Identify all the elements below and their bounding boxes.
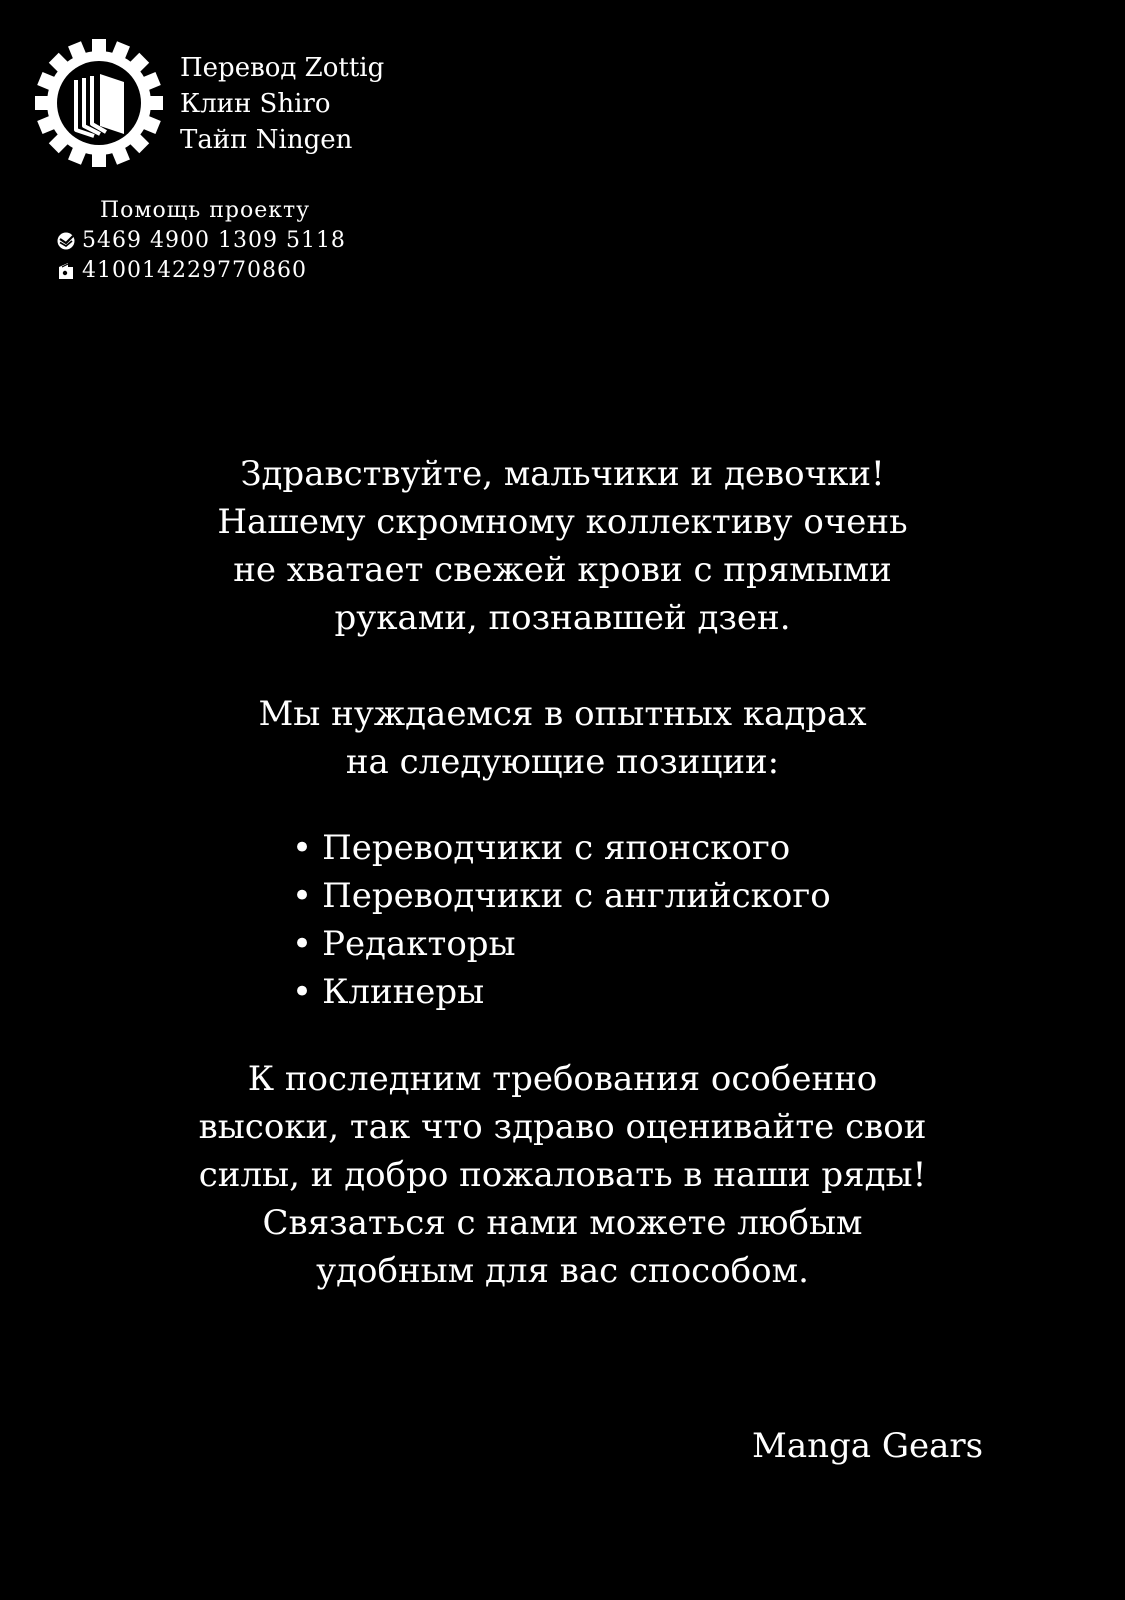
greeting-paragraph	[0, 450, 1125, 642]
text-line: на следующие позиции:	[345, 742, 780, 782]
text-line: удобным для вас способом.	[316, 1251, 809, 1291]
sberbank-icon	[56, 231, 76, 251]
text-line: высоки, так что здраво оценивайте свои	[198, 1107, 927, 1147]
credit-type: Тайп Ningen	[180, 125, 353, 155]
gear-book-logo-icon	[34, 38, 164, 168]
donate-block	[56, 196, 346, 286]
text-line: руками, познавшей дзен.	[334, 598, 791, 638]
list-item: • Переводчики с японского	[292, 824, 831, 872]
text-line: К последним требования особенно	[247, 1059, 878, 1099]
list-item: • Переводчики с английского	[292, 872, 831, 920]
credits	[180, 50, 384, 158]
card-row	[56, 226, 346, 256]
text-line: не хватает свежей крови с прямыми	[233, 550, 892, 590]
text-line: Связаться с нами можете любым	[262, 1203, 863, 1243]
positions-intro-paragraph	[0, 690, 1125, 786]
wallet-number: 410014229770860	[82, 258, 307, 283]
text-line: Мы нуждаемся в опытных кадрах	[258, 694, 867, 734]
wallet-row	[56, 256, 346, 286]
donate-title: Помощь проекту	[100, 198, 311, 223]
positions-list	[292, 824, 831, 1016]
closing-paragraph	[0, 1055, 1125, 1295]
list-item: • Редакторы	[292, 920, 831, 968]
card-number: 5469 4900 1309 5118	[82, 228, 346, 253]
credit-translation: Перевод Zottig	[180, 53, 385, 83]
signature: Manga Gears	[752, 1426, 984, 1466]
list-item: • Клинеры	[292, 968, 831, 1016]
yandex-money-icon	[56, 261, 76, 281]
credit-clean: Клин Shiro	[180, 89, 331, 119]
text-line: силы, и добро пожаловать в наши ряды!	[198, 1155, 927, 1195]
text-line: Здравствуйте, мальчики и девочки!	[240, 454, 885, 494]
text-line: Нашему скромному коллективу очень	[217, 502, 908, 542]
